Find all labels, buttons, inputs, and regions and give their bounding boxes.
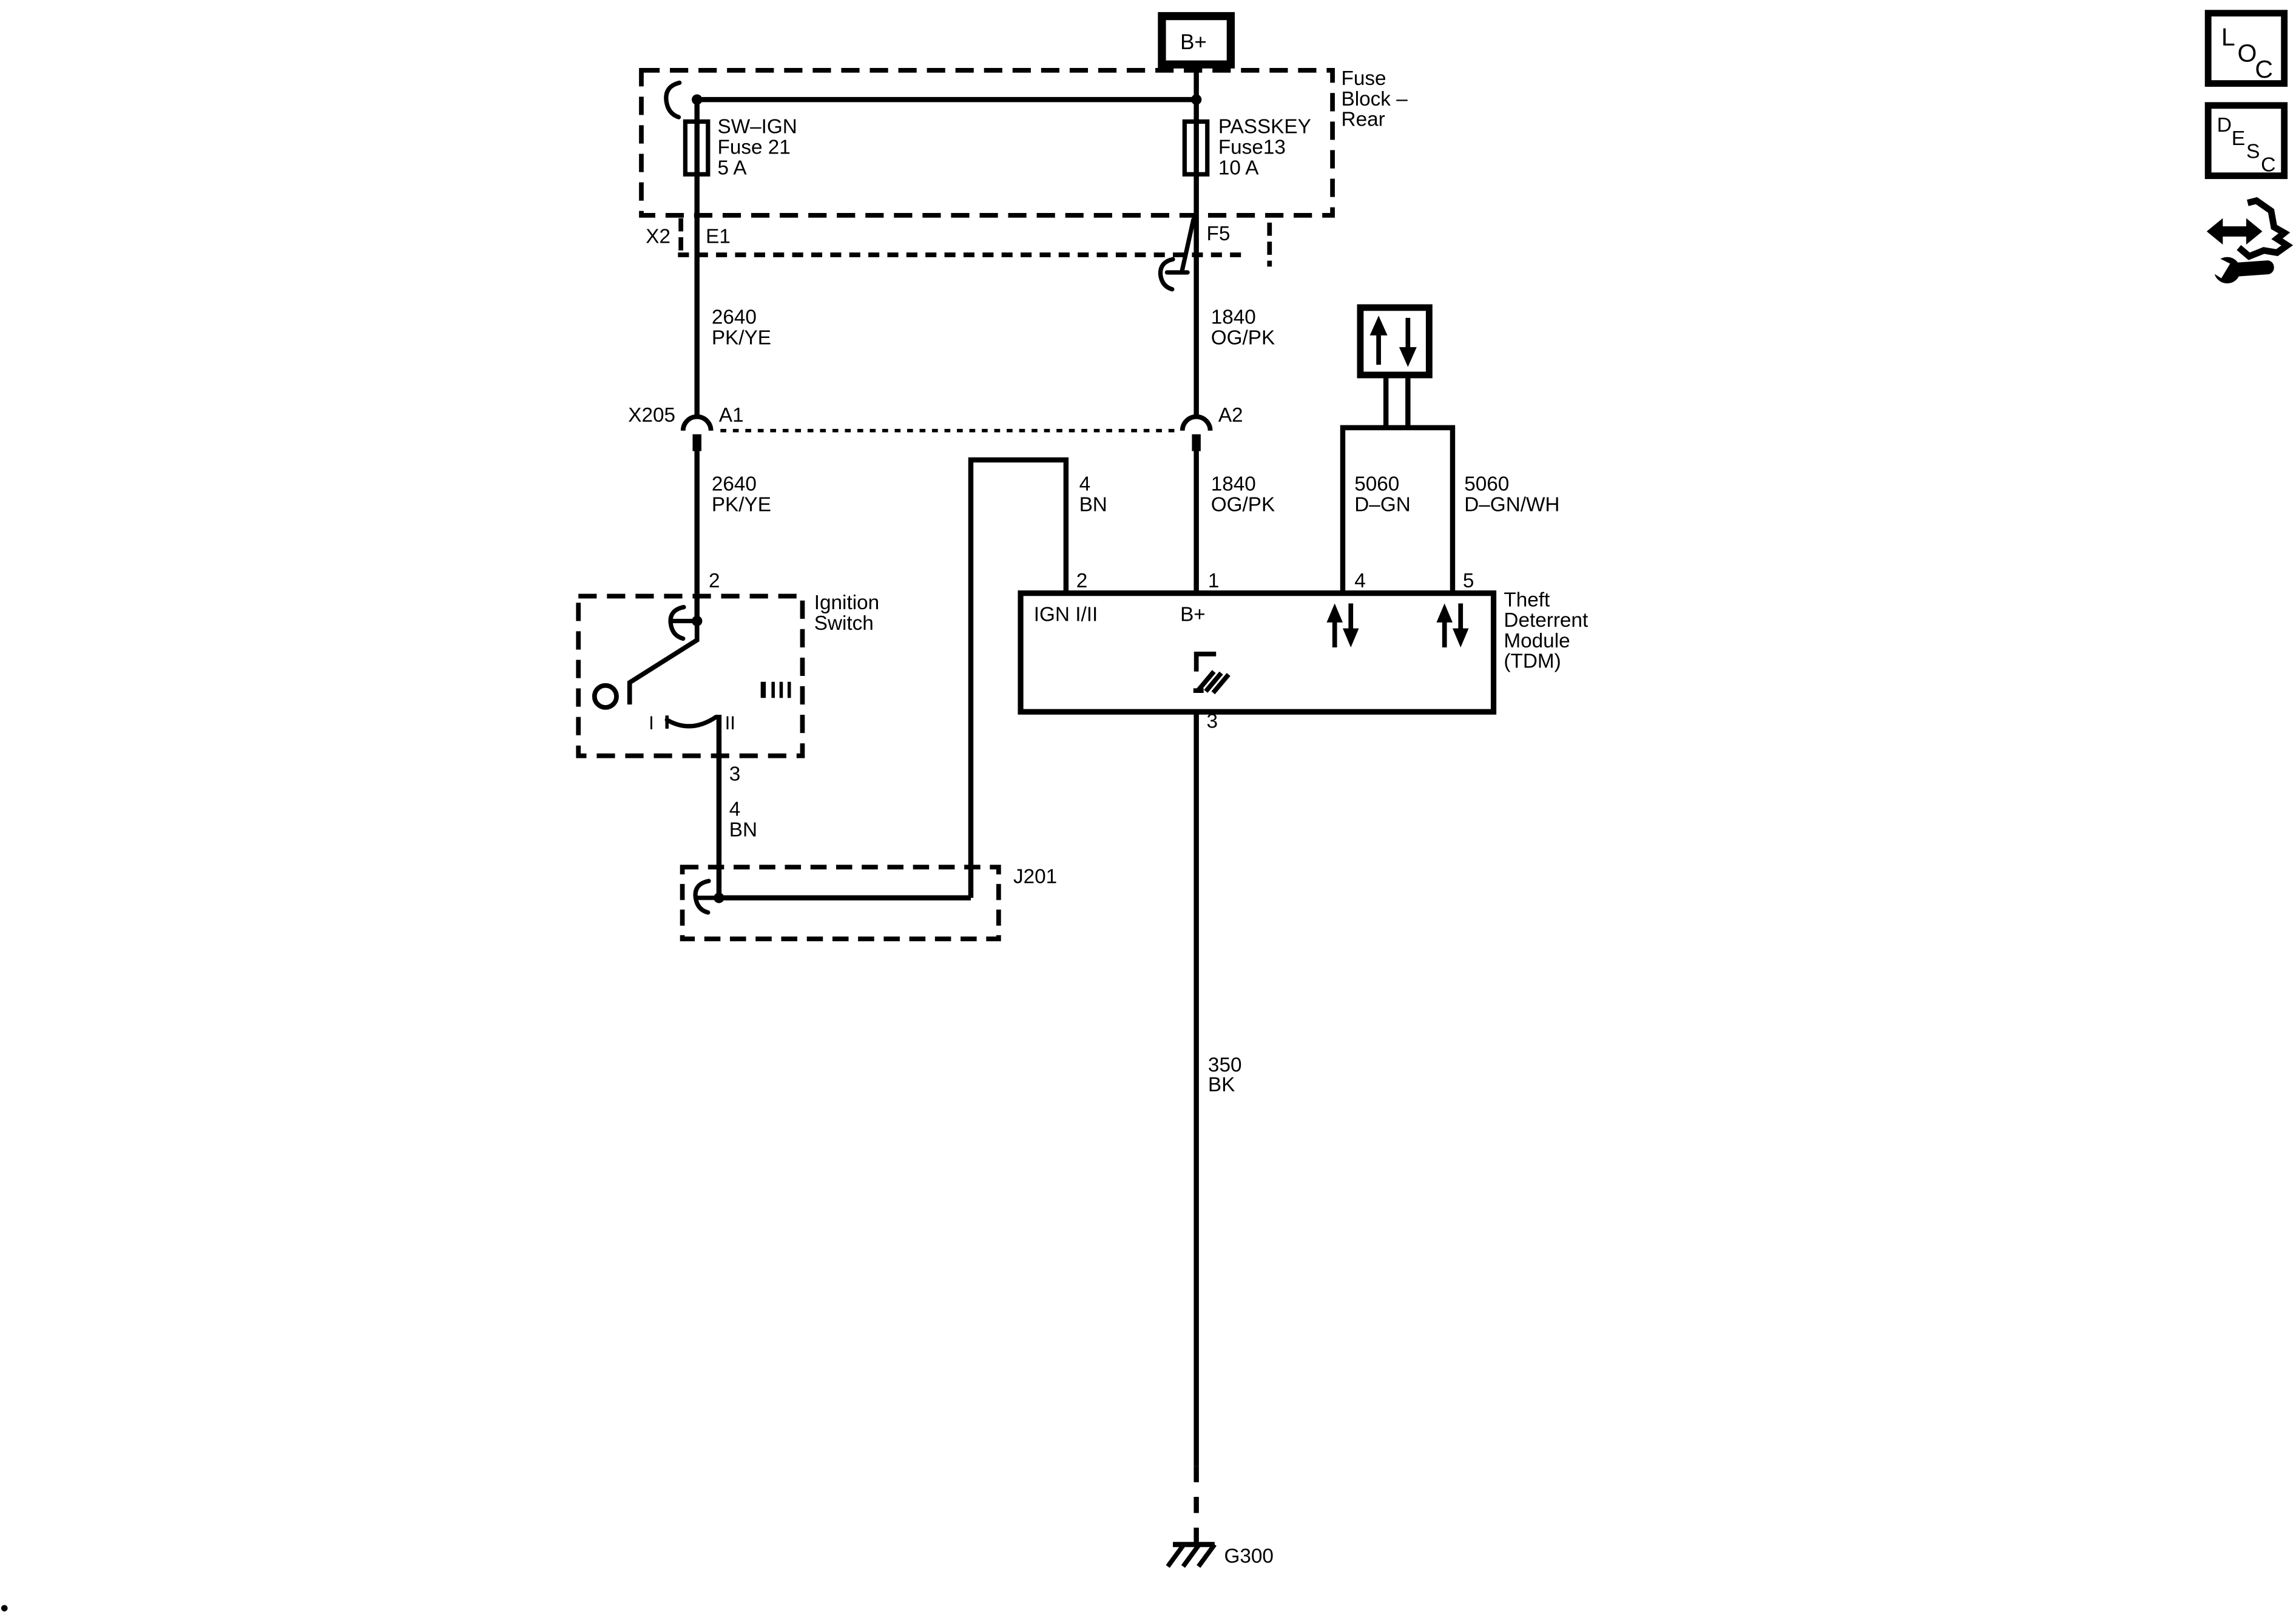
tdm-pin5-label: 5	[1462, 569, 1474, 592]
loc-letter-c: C	[2255, 55, 2274, 83]
switch-rotor-icon	[595, 686, 616, 707]
wire-color-label: PK/YE	[711, 326, 771, 349]
j201-dashed-outline	[683, 867, 999, 939]
desc-letter-d: D	[2217, 113, 2232, 137]
wire-circuit-label: 4	[1079, 473, 1091, 496]
wire-color-label: BK	[1207, 1073, 1235, 1096]
switch-pin2-label: 2	[709, 569, 720, 592]
connector-x2-label: X2	[646, 225, 670, 248]
contact-arc	[667, 717, 716, 726]
tdm-name-1: Theft	[1504, 589, 1550, 612]
wire-circuit-label: 5060	[1464, 473, 1510, 496]
desc-letter-c: C	[2261, 153, 2276, 177]
a1-socket-arc-icon	[683, 417, 711, 431]
switch-position-ticks-icon	[761, 682, 789, 698]
up-arrow-icon	[1326, 604, 1343, 623]
passkey-fuse-number: Fuse13	[1218, 136, 1286, 159]
connector-x205-label: X205	[628, 404, 676, 427]
g300-label: G300	[1224, 1545, 1274, 1568]
tdm-bplus-input-label: B+	[1180, 603, 1206, 626]
ignition-switch-name-2: Switch	[814, 612, 874, 635]
wire-color-label: OG/PK	[1210, 326, 1275, 349]
passkey-fuse-rating: 10 A	[1218, 157, 1259, 180]
sw-ign-fuse-rating: 5 A	[717, 157, 747, 180]
wire-circuit-label: 1840	[1210, 473, 1256, 496]
fuse-block-name-3: Rear	[1341, 108, 1385, 131]
down-arrow-icon	[1343, 629, 1359, 647]
up-arrow-icon	[1370, 316, 1388, 336]
chassis-ground-icon	[1194, 672, 1229, 693]
sw-ign-fuse-number: Fuse 21	[717, 136, 791, 159]
wire-color-label: BN	[1079, 493, 1107, 516]
g300-ground-icon	[1168, 1545, 1215, 1567]
a1-pin-stub	[692, 434, 701, 451]
tdm-pin1-label: 1	[1207, 569, 1220, 592]
exciter-coil-branch	[1343, 308, 1560, 593]
down-arrow-icon	[1399, 347, 1417, 367]
switch-position-i-label: I	[649, 712, 654, 734]
repair-tool-button[interactable]	[2205, 201, 2287, 283]
splice-j201	[683, 866, 1058, 939]
connector-x2-band	[646, 218, 1269, 289]
tdm-pin2-label: 2	[1076, 569, 1088, 592]
loc-button[interactable]	[2208, 13, 2284, 84]
wire-circuit-label: 350	[1207, 1053, 1242, 1076]
ignition-switch-name-1: Ignition	[814, 592, 880, 615]
wire-circuit-label: 5060	[1354, 473, 1400, 496]
theft-deterrent-module	[1021, 570, 1588, 712]
terminal-e1-label: E1	[706, 225, 731, 248]
wire-circuit-label: 4	[729, 798, 741, 821]
switch-blade	[630, 621, 697, 705]
passkey-fuse-name: PASSKEY	[1218, 115, 1311, 138]
tdm-internal-ground-link	[1197, 654, 1217, 672]
toolbar	[2205, 13, 2287, 283]
tdm-pin3-label: 3	[1206, 710, 1218, 733]
sw-ign-fuse-name: SW–IGN	[717, 115, 797, 138]
tdm-name-4: (TDM)	[1504, 650, 1561, 673]
switch-position-ii-label: II	[724, 712, 736, 734]
desc-letter-s: S	[2246, 140, 2260, 163]
j201-label: J201	[1013, 865, 1058, 888]
b-plus-label: B+	[1180, 30, 1207, 54]
wire-circuit-label: 1840	[1210, 306, 1256, 329]
wire-color-label: D–GN/WH	[1464, 493, 1560, 516]
tdm-ign-input-label: IGN I/II	[1033, 603, 1098, 626]
connector-x205	[628, 404, 1243, 451]
f5-terminal-lead	[1182, 220, 1194, 272]
double-arrow-icon	[2207, 218, 2263, 245]
switch-pin3-label: 3	[729, 763, 741, 786]
tdm-name-2: Deterrent	[1504, 609, 1589, 632]
wire-color-label: PK/YE	[711, 493, 771, 516]
fuse-block-rear	[641, 67, 1408, 417]
tdm-name-3: Module	[1504, 629, 1570, 652]
wire-color-label: BN	[729, 819, 758, 842]
harness-lower-run	[697, 451, 1275, 897]
stray-mark	[1, 1605, 8, 1612]
b-plus-feed	[1162, 16, 1231, 100]
wire-color-label: D–GN	[1354, 493, 1411, 516]
terminal-a2-label: A2	[1218, 404, 1243, 427]
a2-socket-arc-icon	[1183, 417, 1210, 431]
loc-letter-l: L	[2221, 22, 2235, 51]
loc-letter-o: O	[2237, 39, 2257, 67]
wire-circuit-label: 2640	[711, 306, 757, 329]
wire-color-label: OG/PK	[1210, 493, 1275, 516]
fuse-block-name-2: Block –	[1341, 87, 1408, 110]
off-page-arrow-box	[1360, 308, 1429, 375]
wire-circuit-label: 2640	[711, 473, 757, 496]
down-arrow-icon	[1453, 629, 1469, 647]
terminal-a1-label: A1	[718, 404, 744, 427]
desc-button[interactable]	[2208, 106, 2284, 177]
ignition-switch	[578, 570, 879, 898]
fuse-block-name-1: Fuse	[1341, 67, 1386, 90]
ground-run	[1168, 711, 1274, 1568]
tdm-pin4-label: 4	[1354, 569, 1366, 592]
terminal-hook-icon	[666, 83, 680, 117]
up-arrow-icon	[1436, 604, 1453, 623]
desc-letter-e: E	[2231, 126, 2246, 150]
a2-pin-stub	[1192, 434, 1200, 451]
terminal-f5-label: F5	[1206, 222, 1231, 245]
wrench-icon	[2205, 254, 2274, 283]
